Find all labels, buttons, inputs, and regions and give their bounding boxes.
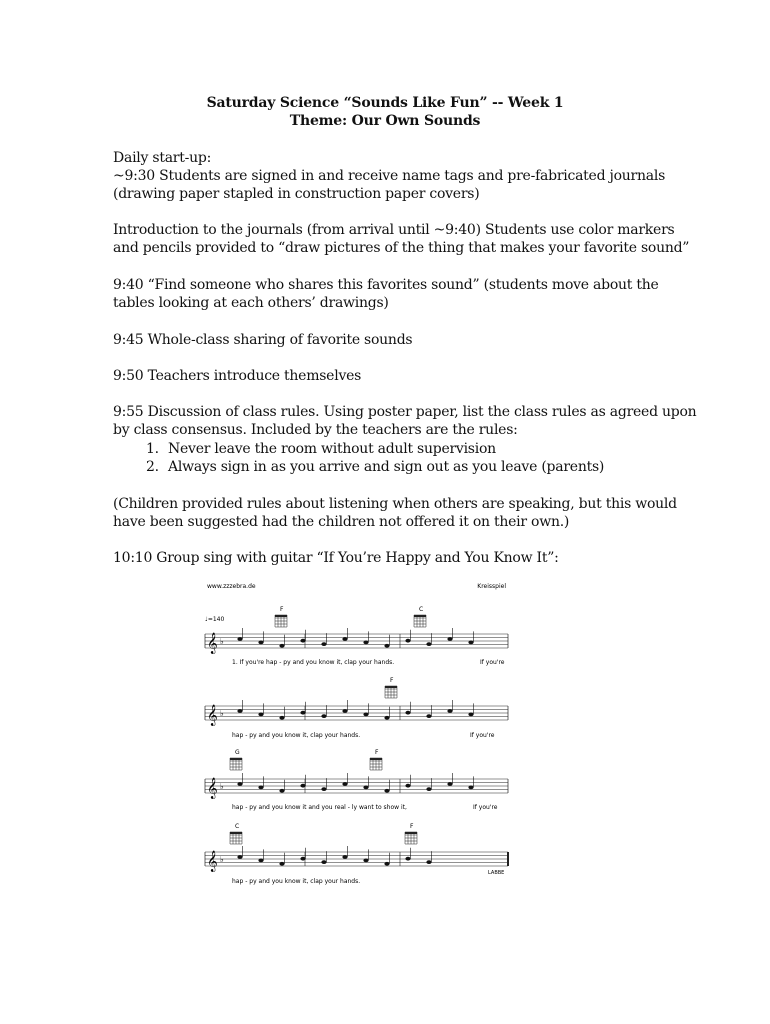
note-head bbox=[426, 787, 431, 791]
chord-label: F bbox=[390, 677, 394, 684]
chord-diagram bbox=[230, 832, 242, 844]
note-head bbox=[342, 637, 347, 641]
note-head bbox=[237, 709, 242, 713]
text-line: and pencils provided to “draw pictures of the thing that makes your favorite sound” bbox=[113, 240, 690, 257]
note-head bbox=[468, 641, 473, 645]
list-number: 1. bbox=[146, 441, 159, 457]
chord-nut bbox=[414, 615, 426, 617]
note-head bbox=[258, 786, 263, 790]
chord-diagram bbox=[275, 615, 287, 627]
note-head bbox=[447, 637, 452, 641]
note-head bbox=[321, 787, 326, 791]
lyrics-line: 1. If you're hap - py and you know it, clap your hands. bbox=[232, 659, 395, 666]
treble-clef-icon: 𝄞 bbox=[207, 778, 218, 799]
lyrics-line: hap - py and you know it, clap your hands. bbox=[232, 732, 361, 739]
note-head bbox=[342, 855, 347, 859]
note-head bbox=[384, 862, 389, 866]
chord-diagram bbox=[230, 758, 242, 770]
note-head bbox=[405, 639, 410, 643]
treble-clef-icon: 𝄞 bbox=[207, 633, 218, 654]
text-line: 9:55 Discussion of class rules. Using poster paper, list the class rules as agreed upon bbox=[113, 404, 697, 420]
note-head bbox=[468, 786, 473, 790]
chord-nut bbox=[385, 686, 397, 688]
note-head bbox=[426, 642, 431, 646]
note-head bbox=[321, 642, 326, 646]
lyrics-line: If you're bbox=[470, 732, 495, 739]
chord-diagram bbox=[414, 615, 426, 627]
chord-nut bbox=[405, 832, 417, 834]
note-head bbox=[405, 857, 410, 861]
flat-sign-icon: ♭ bbox=[220, 855, 224, 864]
intro-paragraph bbox=[113, 221, 690, 257]
chord-label: C bbox=[419, 606, 424, 613]
flat-sign-icon: ♭ bbox=[220, 782, 224, 791]
list-item bbox=[146, 440, 604, 458]
note-head bbox=[468, 713, 473, 717]
source-label: www.zzzebra.de bbox=[207, 583, 256, 590]
note-head bbox=[363, 786, 368, 790]
flat-sign-icon: ♭ bbox=[220, 709, 224, 718]
text-line: Introduction to the journals (from arrival until ~9:40) Students use color markers bbox=[113, 222, 675, 238]
startup-paragraph bbox=[113, 149, 673, 204]
chord-diagram bbox=[405, 832, 417, 844]
children-paragraph bbox=[113, 495, 677, 531]
note-head bbox=[384, 716, 389, 720]
note-head bbox=[342, 709, 347, 713]
note-head bbox=[363, 859, 368, 863]
flat-sign-icon: ♭ bbox=[220, 637, 224, 646]
lyrics-line: If you're bbox=[480, 659, 505, 666]
rules-intro-paragraph bbox=[113, 403, 697, 439]
note-head bbox=[258, 713, 263, 717]
note-head bbox=[405, 784, 410, 788]
chord-label: F bbox=[410, 823, 414, 830]
text-line: by class consensus. Included by the teachers are the rules: bbox=[113, 422, 518, 439]
sheet-music bbox=[200, 578, 520, 888]
staves bbox=[205, 633, 508, 872]
sing-paragraph bbox=[113, 549, 673, 567]
find-paragraph bbox=[113, 276, 673, 312]
note-head bbox=[405, 711, 410, 715]
text-line: ~9:30 Students are signed in and receive name tags and pre-fabricated journals bbox=[113, 168, 665, 185]
list-text: Always sign in as you arrive and sign out as you leave (parents) bbox=[168, 459, 605, 476]
text-line: tables looking at each others’ drawings) bbox=[113, 295, 389, 312]
note-head bbox=[447, 709, 452, 713]
note-head bbox=[300, 639, 305, 643]
note-head bbox=[237, 637, 242, 641]
lyrics-line: hap - py and you know it, clap your hands. bbox=[232, 878, 361, 885]
chord-label: C bbox=[235, 823, 240, 830]
chord-diagram bbox=[370, 758, 382, 770]
lyrics-line: If you're bbox=[473, 804, 498, 811]
treble-clef-icon: 𝄞 bbox=[207, 851, 218, 872]
list-text: Never leave the room without adult supervision bbox=[168, 441, 496, 457]
chord-nut bbox=[275, 615, 287, 617]
note-head bbox=[258, 641, 263, 645]
chord-label: F bbox=[280, 606, 284, 613]
tempo-label: ♩=140 bbox=[205, 616, 225, 623]
end-mark-label: LABBE bbox=[488, 870, 505, 876]
note-head bbox=[279, 789, 284, 793]
note-head bbox=[237, 855, 242, 859]
note-head bbox=[279, 716, 284, 720]
note-head bbox=[321, 860, 326, 864]
text-line: 10:10 Group sing with guitar “If You’re Happy and You Know It”: bbox=[113, 550, 559, 566]
note-head bbox=[363, 641, 368, 645]
note-head bbox=[258, 859, 263, 863]
note-head bbox=[300, 711, 305, 715]
text-line: (Children provided rules about listening when others are speaking, but this would bbox=[113, 496, 677, 512]
note-head bbox=[384, 644, 389, 648]
sharing-paragraph bbox=[113, 331, 673, 349]
rules-list bbox=[146, 440, 604, 476]
note-head bbox=[447, 782, 452, 786]
text-line: 9:40 “Find someone who shares this favorites sound” (students move about the bbox=[113, 277, 659, 293]
note-head bbox=[426, 714, 431, 718]
note-head bbox=[300, 857, 305, 861]
chord-label: F bbox=[375, 749, 379, 756]
document-theme: Theme: Our Own Sounds bbox=[289, 113, 481, 129]
note-head bbox=[321, 714, 326, 718]
note-head bbox=[300, 784, 305, 788]
chord-diagram bbox=[385, 686, 397, 698]
note-head bbox=[237, 782, 242, 786]
text-line: Daily start-up: bbox=[113, 150, 212, 166]
note-head bbox=[363, 713, 368, 717]
chord-nut bbox=[230, 832, 242, 834]
note-head bbox=[279, 862, 284, 866]
list-number: 2. bbox=[146, 459, 159, 476]
treble-clef-icon: 𝄞 bbox=[207, 705, 218, 726]
teachers-paragraph bbox=[113, 367, 673, 385]
text-line: have been suggested had the children not offered it on their own.) bbox=[113, 514, 570, 531]
text-line: 9:50 Teachers introduce themselves bbox=[113, 368, 362, 384]
chord-label: G bbox=[235, 749, 240, 756]
lyrics-line: hap - py and you know it and you real - ly want to show it, bbox=[232, 804, 407, 811]
publisher-label: Kreisspiel bbox=[477, 583, 506, 590]
note-head bbox=[426, 860, 431, 864]
document-title: Saturday Science “Sounds Like Fun” -- Week 1 bbox=[206, 95, 564, 111]
text-line: 9:45 Whole-class sharing of favorite sounds bbox=[113, 332, 413, 348]
list-item bbox=[146, 458, 604, 476]
chord-nut bbox=[230, 758, 242, 760]
note-head bbox=[384, 789, 389, 793]
note-head bbox=[342, 782, 347, 786]
chord-nut bbox=[370, 758, 382, 760]
text-line: (drawing paper stapled in construction paper covers) bbox=[113, 186, 480, 203]
note-head bbox=[279, 644, 284, 648]
